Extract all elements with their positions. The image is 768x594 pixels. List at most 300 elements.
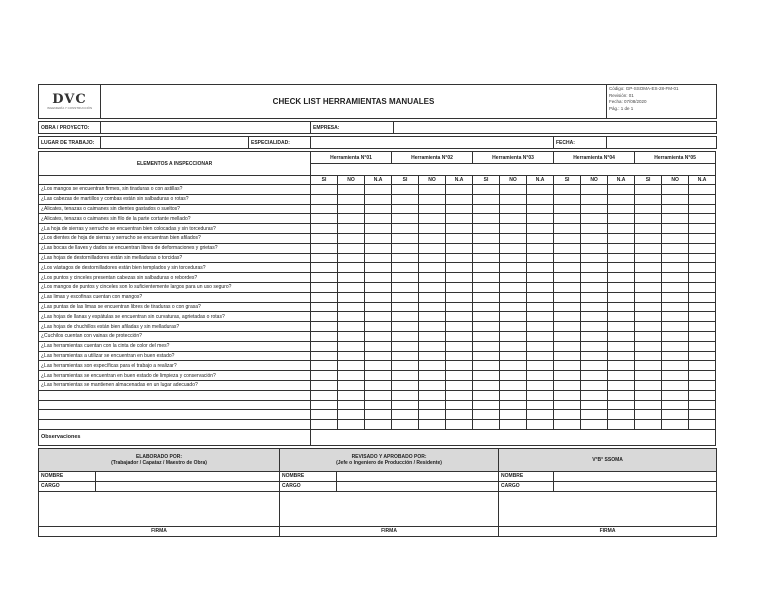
answer-cell[interactable] (608, 263, 635, 273)
answer-cell[interactable] (500, 390, 527, 400)
answer-cell[interactable] (608, 292, 635, 302)
answer-cell[interactable] (527, 351, 554, 361)
answer-cell[interactable] (311, 204, 338, 214)
answer-cell[interactable] (554, 204, 581, 214)
answer-cell[interactable] (338, 233, 365, 243)
answer-cell[interactable] (689, 214, 716, 224)
answer-cell[interactable] (473, 233, 500, 243)
answer-cell[interactable] (554, 263, 581, 273)
answer-cell[interactable] (392, 233, 419, 243)
answer-cell[interactable] (581, 204, 608, 214)
answer-cell[interactable] (635, 371, 662, 381)
observations-field[interactable] (311, 429, 716, 445)
answer-cell[interactable] (446, 194, 473, 204)
answer-cell[interactable] (608, 253, 635, 263)
answer-cell[interactable] (581, 224, 608, 234)
answer-cell[interactable] (527, 322, 554, 332)
answer-cell[interactable] (527, 292, 554, 302)
answer-cell[interactable] (554, 322, 581, 332)
answer-cell[interactable] (419, 282, 446, 292)
answer-cell[interactable] (581, 331, 608, 341)
answer-cell[interactable] (419, 185, 446, 195)
answer-cell[interactable] (689, 410, 716, 420)
specialty-field[interactable] (311, 137, 554, 149)
answer-cell[interactable] (554, 380, 581, 390)
answer-cell[interactable] (392, 341, 419, 351)
answer-cell[interactable] (446, 420, 473, 430)
answer-cell[interactable] (581, 282, 608, 292)
answer-cell[interactable] (689, 273, 716, 283)
answer-cell[interactable] (581, 371, 608, 381)
answer-cell[interactable] (662, 243, 689, 253)
answer-cell[interactable] (419, 312, 446, 322)
answer-cell[interactable] (473, 380, 500, 390)
answer-cell[interactable] (689, 400, 716, 410)
answer-cell[interactable] (662, 420, 689, 430)
answer-cell[interactable] (662, 351, 689, 361)
tool-id-row[interactable] (311, 164, 716, 176)
answer-cell[interactable] (338, 331, 365, 341)
answer-cell[interactable] (635, 410, 662, 420)
answer-cell[interactable] (365, 400, 392, 410)
reviewer-signature-box[interactable] (280, 491, 499, 526)
answer-cell[interactable] (392, 214, 419, 224)
answer-cell[interactable] (311, 194, 338, 204)
answer-cell[interactable] (419, 253, 446, 263)
answer-cell[interactable] (365, 322, 392, 332)
answer-cell[interactable] (365, 371, 392, 381)
answer-cell[interactable] (419, 390, 446, 400)
answer-cell[interactable] (527, 233, 554, 243)
answer-cell[interactable] (662, 214, 689, 224)
answer-cell[interactable] (608, 351, 635, 361)
answer-cell[interactable] (581, 273, 608, 283)
answer-cell[interactable] (473, 322, 500, 332)
answer-cell[interactable] (473, 292, 500, 302)
answer-cell[interactable] (446, 302, 473, 312)
answer-cell[interactable] (473, 204, 500, 214)
answer-cell[interactable] (473, 331, 500, 341)
answer-cell[interactable] (581, 351, 608, 361)
answer-cell[interactable] (365, 361, 392, 371)
answer-cell[interactable] (554, 341, 581, 351)
answer-cell[interactable] (500, 273, 527, 283)
answer-cell[interactable] (635, 351, 662, 361)
answer-cell[interactable] (311, 185, 338, 195)
answer-cell[interactable] (338, 312, 365, 322)
answer-cell[interactable] (338, 410, 365, 420)
worker-signature-box[interactable] (39, 491, 280, 526)
answer-cell[interactable] (527, 224, 554, 234)
answer-cell[interactable] (392, 351, 419, 361)
answer-cell[interactable] (662, 204, 689, 214)
answer-cell[interactable] (446, 224, 473, 234)
answer-cell[interactable] (581, 194, 608, 204)
answer-cell[interactable] (581, 410, 608, 420)
answer-cell[interactable] (581, 185, 608, 195)
answer-cell[interactable] (311, 380, 338, 390)
answer-cell[interactable] (500, 214, 527, 224)
answer-cell[interactable] (500, 361, 527, 371)
answer-cell[interactable] (554, 214, 581, 224)
answer-cell[interactable] (338, 214, 365, 224)
answer-cell[interactable] (392, 410, 419, 420)
answer-cell[interactable] (311, 214, 338, 224)
answer-cell[interactable] (635, 420, 662, 430)
answer-cell[interactable] (419, 322, 446, 332)
answer-cell[interactable] (419, 243, 446, 253)
answer-cell[interactable] (527, 341, 554, 351)
answer-cell[interactable] (338, 390, 365, 400)
answer-cell[interactable] (473, 361, 500, 371)
answer-cell[interactable] (365, 341, 392, 351)
answer-cell[interactable] (608, 194, 635, 204)
answer-cell[interactable] (527, 380, 554, 390)
answer-cell[interactable] (338, 194, 365, 204)
answer-cell[interactable] (446, 204, 473, 214)
answer-cell[interactable] (365, 331, 392, 341)
answer-cell[interactable] (635, 380, 662, 390)
answer-cell[interactable] (419, 420, 446, 430)
answer-cell[interactable] (500, 224, 527, 234)
place-field[interactable] (101, 137, 249, 149)
answer-cell[interactable] (446, 380, 473, 390)
answer-cell[interactable] (473, 302, 500, 312)
answer-cell[interactable] (473, 400, 500, 410)
answer-cell[interactable] (581, 420, 608, 430)
answer-cell[interactable] (365, 302, 392, 312)
answer-cell[interactable] (608, 214, 635, 224)
answer-cell[interactable] (635, 331, 662, 341)
answer-cell[interactable] (527, 282, 554, 292)
answer-cell[interactable] (581, 400, 608, 410)
answer-cell[interactable] (635, 185, 662, 195)
answer-cell[interactable] (554, 420, 581, 430)
answer-cell[interactable] (608, 410, 635, 420)
answer-cell[interactable] (635, 233, 662, 243)
answer-cell[interactable] (419, 233, 446, 243)
answer-cell[interactable] (554, 273, 581, 283)
answer-cell[interactable] (608, 331, 635, 341)
answer-cell[interactable] (419, 361, 446, 371)
answer-cell[interactable] (608, 204, 635, 214)
answer-cell[interactable] (392, 194, 419, 204)
answer-cell[interactable] (473, 214, 500, 224)
answer-cell[interactable] (473, 351, 500, 361)
answer-cell[interactable] (311, 341, 338, 351)
answer-cell[interactable] (527, 420, 554, 430)
answer-cell[interactable] (662, 400, 689, 410)
answer-cell[interactable] (392, 224, 419, 234)
answer-cell[interactable] (662, 312, 689, 322)
answer-cell[interactable] (608, 224, 635, 234)
answer-cell[interactable] (662, 185, 689, 195)
answer-cell[interactable] (446, 185, 473, 195)
answer-cell[interactable] (365, 273, 392, 283)
ssoma-signature-box[interactable] (499, 491, 717, 526)
answer-cell[interactable] (608, 361, 635, 371)
answer-cell[interactable] (419, 341, 446, 351)
answer-cell[interactable] (365, 410, 392, 420)
answer-cell[interactable] (554, 410, 581, 420)
answer-cell[interactable] (527, 185, 554, 195)
answer-cell[interactable] (581, 380, 608, 390)
answer-cell[interactable] (338, 253, 365, 263)
answer-cell[interactable] (365, 243, 392, 253)
answer-cell[interactable] (689, 341, 716, 351)
answer-cell[interactable] (338, 292, 365, 302)
answer-cell[interactable] (311, 361, 338, 371)
answer-cell[interactable] (554, 282, 581, 292)
answer-cell[interactable] (392, 273, 419, 283)
worker-name-field[interactable] (96, 471, 280, 481)
answer-cell[interactable] (635, 243, 662, 253)
answer-cell[interactable] (554, 390, 581, 400)
answer-cell[interactable] (689, 351, 716, 361)
answer-cell[interactable] (689, 233, 716, 243)
answer-cell[interactable] (581, 302, 608, 312)
answer-cell[interactable] (419, 371, 446, 381)
answer-cell[interactable] (446, 351, 473, 361)
answer-cell[interactable] (662, 263, 689, 273)
answer-cell[interactable] (446, 410, 473, 420)
answer-cell[interactable] (527, 410, 554, 420)
answer-cell[interactable] (392, 204, 419, 214)
answer-cell[interactable] (392, 361, 419, 371)
answer-cell[interactable] (635, 400, 662, 410)
answer-cell[interactable] (608, 302, 635, 312)
answer-cell[interactable] (500, 263, 527, 273)
answer-cell[interactable] (500, 331, 527, 341)
answer-cell[interactable] (527, 214, 554, 224)
answer-cell[interactable] (311, 420, 338, 430)
answer-cell[interactable] (662, 322, 689, 332)
answer-cell[interactable] (554, 302, 581, 312)
reviewer-position-field[interactable] (337, 481, 499, 491)
answer-cell[interactable] (527, 273, 554, 283)
answer-cell[interactable] (311, 292, 338, 302)
answer-cell[interactable] (500, 204, 527, 214)
answer-cell[interactable] (419, 302, 446, 312)
answer-cell[interactable] (554, 194, 581, 204)
answer-cell[interactable] (689, 282, 716, 292)
answer-cell[interactable] (311, 312, 338, 322)
answer-cell[interactable] (662, 194, 689, 204)
answer-cell[interactable] (689, 361, 716, 371)
answer-cell[interactable] (662, 273, 689, 283)
answer-cell[interactable] (446, 312, 473, 322)
answer-cell[interactable] (635, 194, 662, 204)
answer-cell[interactable] (365, 185, 392, 195)
answer-cell[interactable] (608, 243, 635, 253)
answer-cell[interactable] (500, 380, 527, 390)
answer-cell[interactable] (446, 400, 473, 410)
answer-cell[interactable] (500, 282, 527, 292)
answer-cell[interactable] (419, 263, 446, 273)
answer-cell[interactable] (446, 273, 473, 283)
answer-cell[interactable] (365, 253, 392, 263)
answer-cell[interactable] (311, 410, 338, 420)
answer-cell[interactable] (446, 253, 473, 263)
answer-cell[interactable] (419, 351, 446, 361)
reviewer-name-field[interactable] (337, 471, 499, 481)
answer-cell[interactable] (392, 390, 419, 400)
answer-cell[interactable] (689, 371, 716, 381)
answer-cell[interactable] (338, 224, 365, 234)
answer-cell[interactable] (473, 420, 500, 430)
answer-cell[interactable] (500, 185, 527, 195)
answer-cell[interactable] (608, 341, 635, 351)
answer-cell[interactable] (311, 302, 338, 312)
answer-cell[interactable] (554, 292, 581, 302)
answer-cell[interactable] (581, 292, 608, 302)
answer-cell[interactable] (635, 214, 662, 224)
answer-cell[interactable] (689, 224, 716, 234)
answer-cell[interactable] (554, 233, 581, 243)
answer-cell[interactable] (689, 204, 716, 214)
answer-cell[interactable] (581, 361, 608, 371)
answer-cell[interactable] (581, 390, 608, 400)
answer-cell[interactable] (554, 185, 581, 195)
answer-cell[interactable] (608, 233, 635, 243)
answer-cell[interactable] (446, 371, 473, 381)
answer-cell[interactable] (392, 263, 419, 273)
answer-cell[interactable] (338, 204, 365, 214)
answer-cell[interactable] (338, 243, 365, 253)
answer-cell[interactable] (527, 312, 554, 322)
answer-cell[interactable] (311, 282, 338, 292)
answer-cell[interactable] (446, 243, 473, 253)
answer-cell[interactable] (446, 292, 473, 302)
answer-cell[interactable] (527, 263, 554, 273)
answer-cell[interactable] (392, 282, 419, 292)
answer-cell[interactable] (446, 341, 473, 351)
answer-cell[interactable] (392, 243, 419, 253)
answer-cell[interactable] (554, 400, 581, 410)
answer-cell[interactable] (365, 292, 392, 302)
answer-cell[interactable] (689, 312, 716, 322)
answer-cell[interactable] (392, 400, 419, 410)
answer-cell[interactable] (311, 400, 338, 410)
answer-cell[interactable] (338, 322, 365, 332)
answer-cell[interactable] (419, 410, 446, 420)
answer-cell[interactable] (311, 331, 338, 341)
answer-cell[interactable] (446, 322, 473, 332)
answer-cell[interactable] (581, 243, 608, 253)
answer-cell[interactable] (554, 243, 581, 253)
answer-cell[interactable] (338, 302, 365, 312)
answer-cell[interactable] (392, 331, 419, 341)
answer-cell[interactable] (473, 224, 500, 234)
answer-cell[interactable] (419, 292, 446, 302)
answer-cell[interactable] (365, 390, 392, 400)
answer-cell[interactable] (446, 331, 473, 341)
answer-cell[interactable] (608, 380, 635, 390)
answer-cell[interactable] (311, 390, 338, 400)
answer-cell[interactable] (338, 371, 365, 381)
answer-cell[interactable] (689, 420, 716, 430)
answer-cell[interactable] (338, 263, 365, 273)
answer-cell[interactable] (338, 185, 365, 195)
answer-cell[interactable] (365, 214, 392, 224)
answer-cell[interactable] (527, 204, 554, 214)
answer-cell[interactable] (365, 380, 392, 390)
answer-cell[interactable] (338, 273, 365, 283)
answer-cell[interactable] (473, 312, 500, 322)
answer-cell[interactable] (662, 371, 689, 381)
answer-cell[interactable] (419, 273, 446, 283)
answer-cell[interactable] (635, 341, 662, 351)
answer-cell[interactable] (554, 371, 581, 381)
answer-cell[interactable] (554, 331, 581, 341)
answer-cell[interactable] (581, 322, 608, 332)
answer-cell[interactable] (608, 371, 635, 381)
answer-cell[interactable] (311, 273, 338, 283)
answer-cell[interactable] (311, 224, 338, 234)
answer-cell[interactable] (500, 194, 527, 204)
answer-cell[interactable] (689, 185, 716, 195)
answer-cell[interactable] (446, 282, 473, 292)
answer-cell[interactable] (419, 204, 446, 214)
answer-cell[interactable] (527, 243, 554, 253)
answer-cell[interactable] (662, 331, 689, 341)
project-field[interactable] (101, 122, 311, 134)
answer-cell[interactable] (500, 243, 527, 253)
answer-cell[interactable] (581, 312, 608, 322)
answer-cell[interactable] (473, 410, 500, 420)
answer-cell[interactable] (500, 292, 527, 302)
answer-cell[interactable] (608, 185, 635, 195)
answer-cell[interactable] (608, 400, 635, 410)
answer-cell[interactable] (689, 194, 716, 204)
answer-cell[interactable] (365, 263, 392, 273)
answer-cell[interactable] (689, 322, 716, 332)
answer-cell[interactable] (635, 224, 662, 234)
answer-cell[interactable] (527, 194, 554, 204)
answer-cell[interactable] (689, 263, 716, 273)
answer-cell[interactable] (392, 292, 419, 302)
answer-cell[interactable] (554, 351, 581, 361)
answer-cell[interactable] (419, 331, 446, 341)
answer-cell[interactable] (608, 273, 635, 283)
answer-cell[interactable] (419, 400, 446, 410)
answer-cell[interactable] (446, 214, 473, 224)
answer-cell[interactable] (311, 263, 338, 273)
answer-cell[interactable] (689, 292, 716, 302)
answer-cell[interactable] (527, 390, 554, 400)
answer-cell[interactable] (500, 233, 527, 243)
answer-cell[interactable] (635, 390, 662, 400)
answer-cell[interactable] (527, 400, 554, 410)
answer-cell[interactable] (338, 351, 365, 361)
answer-cell[interactable] (635, 292, 662, 302)
answer-cell[interactable] (473, 390, 500, 400)
answer-cell[interactable] (311, 233, 338, 243)
answer-cell[interactable] (608, 322, 635, 332)
answer-cell[interactable] (446, 263, 473, 273)
answer-cell[interactable] (608, 390, 635, 400)
answer-cell[interactable] (446, 233, 473, 243)
answer-cell[interactable] (392, 371, 419, 381)
answer-cell[interactable] (473, 282, 500, 292)
answer-cell[interactable] (473, 185, 500, 195)
answer-cell[interactable] (419, 224, 446, 234)
answer-cell[interactable] (635, 302, 662, 312)
answer-cell[interactable] (311, 351, 338, 361)
answer-cell[interactable] (338, 420, 365, 430)
answer-cell[interactable] (338, 361, 365, 371)
answer-cell[interactable] (527, 253, 554, 263)
